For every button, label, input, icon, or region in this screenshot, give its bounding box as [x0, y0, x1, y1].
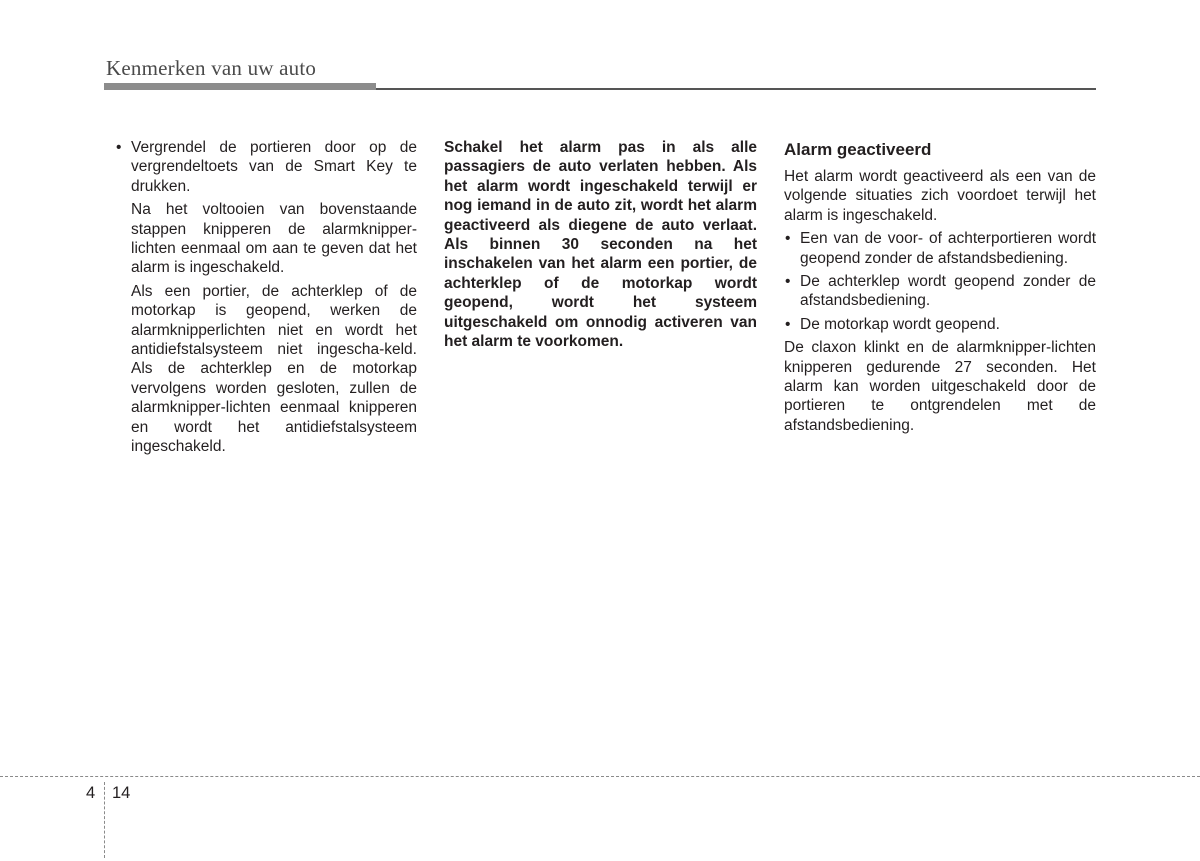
bullet-text: De motorkap wordt geopend. — [800, 315, 1000, 333]
column-left — [116, 138, 417, 461]
section-title: Kenmerken van uw auto — [106, 56, 317, 80]
list-item — [784, 272, 1096, 311]
header-bar — [104, 83, 376, 90]
list-item — [784, 229, 1096, 268]
paragraph: Als een portier, de achterklep of de motorkap is geopend, werken de alarmknipperlichten niet en wordt het antidiefstalsysteem niet ingescha-keld. Als de achterklep en de motorkap vervolgens worden gesloten, zullen de alarmknipper-lichten eenmaal knipperen en wordt het antidiefstalsysteem ingeschakeld. — [131, 282, 417, 456]
warning-text: Schakel het alarm pas in als alle passagiers de auto verlaten hebben. Als het alarm wordt ingeschakeld terwijl er nog iemand in de auto zit, wordt het alarm geactiveerd als diegene de auto verlaat. Als binnen 30 seconden na het inschakelen van het alarm een portier, de achterklep of de motorkap wordt geopend, wordt het systeem uitgeschakeld om onnodig activeren van het alarm te voorkomen. — [444, 139, 757, 351]
bullet-text: De achterklep wordt geopend zonder de afstandsbediening. — [800, 273, 1096, 310]
page-number: 14 — [112, 784, 131, 802]
footer-rule — [0, 776, 1200, 777]
chapter-number: 4 — [86, 784, 96, 802]
column-middle — [444, 138, 757, 355]
paragraph: Het alarm wordt geactiveerd als een van de volgende situaties zich voordoet terwijl het alarm is ingeschakeld. — [784, 168, 1096, 224]
bullet-dot: • — [785, 230, 791, 248]
header-rule — [376, 88, 1096, 90]
paragraph: De claxon klinkt en de alarmknipper-lichten knipperen gedurende 27 seconden. Het alarm kan worden uitgeschakeld door de portieren te ontgrendelen met de afstandsbediening. — [784, 339, 1096, 434]
list-item — [784, 315, 1096, 334]
list-item — [116, 138, 417, 196]
bullet-dot: • — [785, 315, 791, 333]
section-heading: Alarm geactiveerd — [784, 140, 932, 159]
bullet-dot: • — [785, 273, 791, 291]
bullet-text: Vergrendel de portieren door op de vergrendeltoets van de Smart Key te drukken. — [131, 139, 417, 195]
footer-divider — [104, 782, 105, 858]
paragraph: Na het voltooien van bovenstaande stappen knipperen de alarmknipper-lichten eenmaal om aan te geven dat het alarm is ingeschakeld. — [131, 201, 417, 277]
bullet-dot: • — [116, 139, 122, 156]
bullet-text: Een van de voor- of achterportieren wordt geopend zonder de afstandsbediening. — [800, 230, 1096, 267]
column-right — [784, 138, 1096, 439]
